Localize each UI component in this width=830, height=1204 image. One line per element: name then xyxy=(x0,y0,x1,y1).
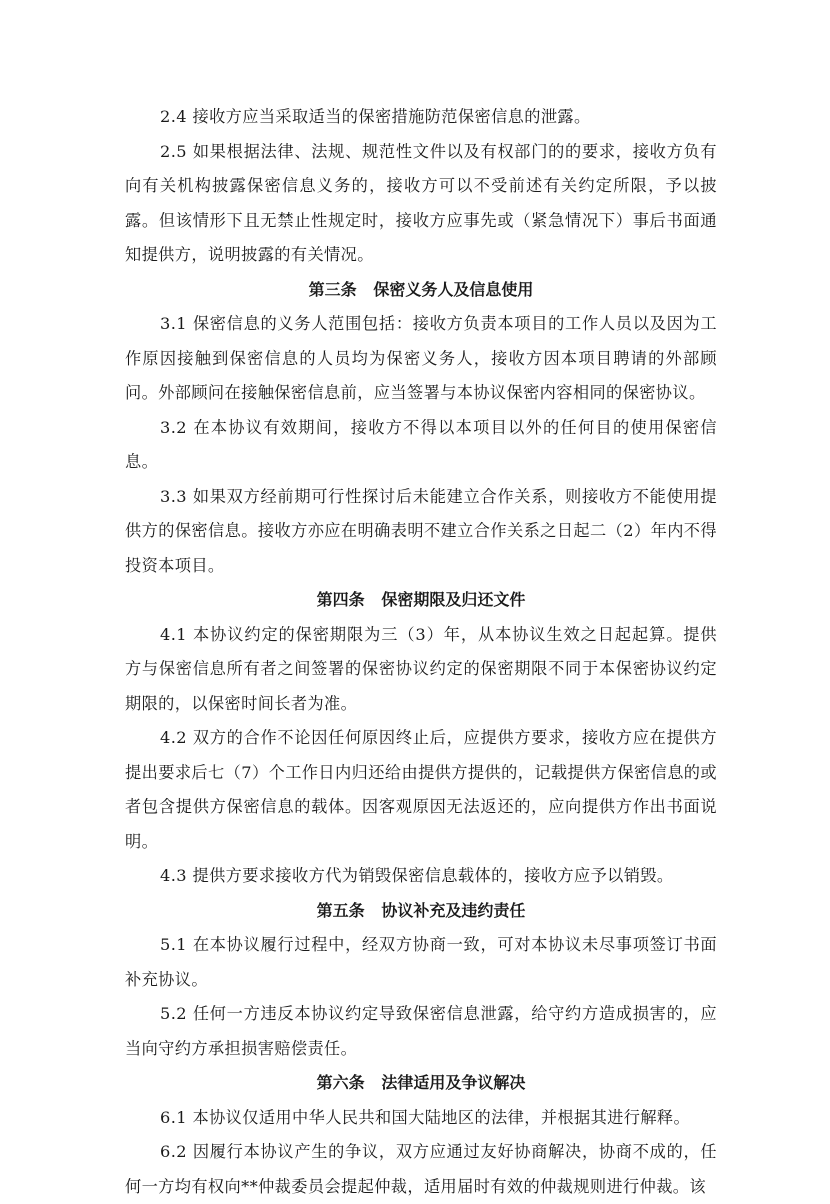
clause-2-4: 2.4 接收方应当采取适当的保密措施防范保密信息的泄露。 xyxy=(160,107,591,126)
clause-3-2: 3.2 在本协议有效期间，接收方不得以本项目以外的任何目的使用保密信息。 xyxy=(125,417,717,471)
clause-2-5: 2.5 如果根据法律、法规、规范性文件以及有权部门的的要求，接收方负有向有关机构披露保密信息义务的，接收方可以不受前述有关约定所限，予以披露。但该情形下且无禁止性规定时，接收方应事先或（紧急情况下）事后书面通知提供方，说明披露的有关情况。 xyxy=(125,141,717,264)
article-4-heading: 第四条 保密期限及归还文件 xyxy=(316,590,526,609)
clause-5-1: 5.1 在本协议履行过程中，经双方协商一致，可对本协议未尽事项签订书面补充协议。 xyxy=(125,935,717,989)
clause-6-1: 6.1 本协议仅适用中华人民共和国大陆地区的法律，并根据其进行解释。 xyxy=(160,1107,691,1127)
clause-4-2: 4.2 双方的合作不论因任何原因终止后，应提供方要求，接收方应在提供方提出要求后七（7）个工作日内归还给由提供方提供的，记载提供方保密信息的或者包含提供方保密信息的载体。因客观原因无法返还的，应向提供方作出书面说明。 xyxy=(125,728,717,851)
clause-4-3: 4.3 提供方要求接收方代为销毁保密信息载体的，接收方应予以销毁。 xyxy=(160,866,674,885)
clause-4-1: 4.1 本协议约定的保密期限为三（3）年，从本协议生效之日起起算。提供方与保密信息所有者之间签署的保密协议约定的保密期限不同于本保密协议约定期限的，以保密时间长者为准。 xyxy=(125,624,717,713)
clause-3-1: 3.1 保密信息的义务人范围包括：接收方负责本项目的工作人员以及因为工作原因接触到保密信息的人员均为保密义务人，接收方因本项目聘请的外部顾问。外部顾问在接触保密信息前，应当签署与本协议保密内容相同的保密协议。 xyxy=(125,314,717,402)
article-6-heading: 第六条 法律适用及争议解决 xyxy=(316,1073,526,1092)
article-5-heading: 第五条 协议补充及违约责任 xyxy=(316,900,526,920)
clause-6-2: 6.2 因履行本协议产生的争议，双方应通过友好协商解决，协商不成的，任何一方均有权向**仲裁委员会提起仲裁，适用届时有效的仲裁规则进行仲裁。该 xyxy=(125,1142,717,1196)
clause-3-3: 3.3 如果双方经前期可行性探讨后未能建立合作关系，则接收方不能使用提供方的保密信息。接收方亦应在明确表明不建立合作关系之日起二（2）年内不得投资本项目。 xyxy=(125,486,717,575)
document-body xyxy=(125,100,717,1204)
article-3-heading: 第三条 保密义务人及信息使用 xyxy=(308,279,534,299)
clause-5-2: 5.2 任何一方违反本协议约定导致保密信息泄露，给守约方造成损害的，应当向守约方承担损害赔偿责任。 xyxy=(125,1004,717,1058)
